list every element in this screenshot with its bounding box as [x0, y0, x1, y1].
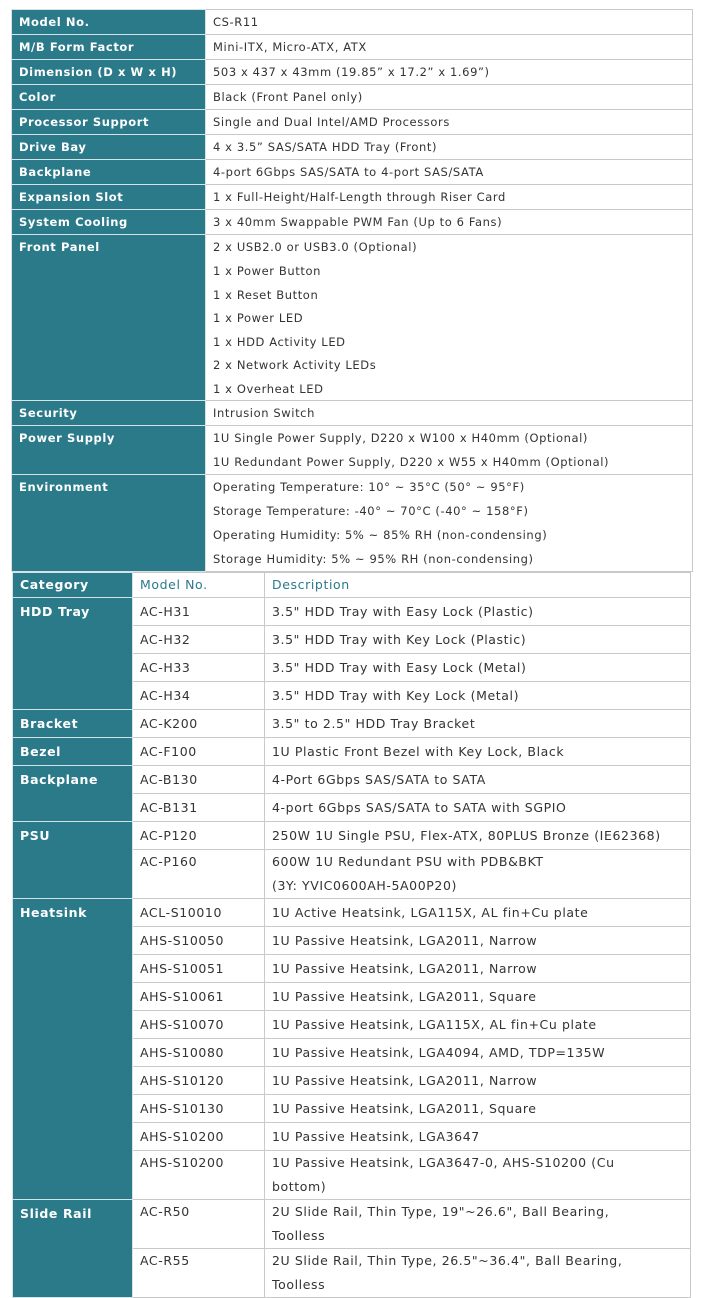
- accessory-description-line: 4-Port 6Gbps SAS/SATA to SATA: [272, 772, 486, 787]
- accessory-description: [265, 955, 691, 983]
- spec-value-line: 1 x HDD Activity LED: [213, 334, 346, 349]
- accessory-description-line: 3.5" HDD Tray with Key Lock (Metal): [272, 688, 520, 703]
- accessory-row: [13, 738, 691, 766]
- spec-value-line: Intrusion Switch: [213, 406, 315, 420]
- accessory-description: [265, 1067, 691, 1095]
- accessory-model: ACL-S10010: [133, 899, 265, 927]
- spec-key: Security: [12, 401, 206, 426]
- accessory-description: [265, 654, 691, 682]
- accessory-row: [13, 598, 691, 626]
- accessory-model: AHS-S10200: [133, 1123, 265, 1151]
- spec-value: [206, 235, 693, 401]
- accessory-category: Bezel: [13, 738, 133, 766]
- accessory-description-line: 1U Passive Heatsink, LGA2011, Narrow: [272, 933, 538, 948]
- accessory-description-line: 2U Slide Rail, Thin Type, 26.5"~36.4", Ball Bearing,: [272, 1253, 623, 1268]
- spec-row: [12, 35, 693, 60]
- accessory-model: AHS-S10051: [133, 955, 265, 983]
- accessory-description-line: 1U Passive Heatsink, LGA2011, Square: [272, 1101, 537, 1116]
- spec-row: [12, 235, 693, 401]
- accessory-model: AC-H32: [133, 626, 265, 654]
- accessory-row: [13, 766, 691, 794]
- accessory-description-line: 1U Passive Heatsink, LGA2011, Narrow: [272, 961, 538, 976]
- accessory-model: AC-R55: [133, 1249, 265, 1298]
- accessory-description-line: 3.5" HDD Tray with Easy Lock (Plastic): [272, 604, 534, 619]
- accessory-description-line: 4-port 6Gbps SAS/SATA to SATA with SGPIO: [272, 800, 567, 815]
- spec-row: [12, 401, 693, 426]
- spec-value-line: 1 x Reset Button: [213, 287, 319, 302]
- spec-value-line: CS-R11: [213, 15, 259, 29]
- accessory-row: [13, 1200, 691, 1249]
- accessory-model: AC-H34: [133, 682, 265, 710]
- accessory-description: [265, 682, 691, 710]
- accessory-model: AC-P160: [133, 850, 265, 899]
- accessory-model: AC-H31: [133, 598, 265, 626]
- spec-key: System Cooling: [12, 210, 206, 235]
- spec-value-line: Storage Temperature: -40° ~ 70°C (-40° ~ 158°F): [213, 504, 529, 518]
- spec-key: Expansion Slot: [12, 185, 206, 210]
- accessory-description: [265, 1095, 691, 1123]
- spec-value-line: 1U Single Power Supply, D220 x W100 x H40mm (Optional): [213, 431, 589, 445]
- spec-row: [12, 135, 693, 160]
- accessory-model: AHS-S10120: [133, 1067, 265, 1095]
- accessory-description-line: 1U Passive Heatsink, LGA2011, Square: [272, 989, 537, 1004]
- spec-value-line: 1 x Full-Height/Half-Length through Riser Card: [213, 190, 506, 204]
- spec-value-line: 1 x Power Button: [213, 264, 321, 278]
- accessory-description-line: bottom): [272, 1179, 327, 1194]
- spec-value: [206, 401, 693, 426]
- accessory-description-line: Toolless: [272, 1228, 326, 1243]
- specification-table: [11, 9, 693, 572]
- spec-value: [206, 110, 693, 135]
- accessory-description: [265, 1249, 691, 1298]
- accessory-description-line: 250W 1U Single PSU, Flex-ATX, 80PLUS Bronze (IE62368): [272, 828, 661, 843]
- spec-key: Color: [12, 85, 206, 110]
- accessory-description-line: 600W 1U Redundant PSU with PDB&BKT: [272, 854, 544, 869]
- spec-value-line: 1U Redundant Power Supply, D220 x W55 x H40mm (Optional): [213, 455, 610, 469]
- accessory-description: [265, 1039, 691, 1067]
- spec-row: [12, 475, 693, 572]
- spec-value-line: 503 x 437 x 43mm (19.85” x 17.2” x 1.69”): [213, 65, 490, 79]
- accessory-category: HDD Tray: [13, 598, 133, 710]
- accessory-description: [265, 927, 691, 955]
- spec-value: [206, 210, 693, 235]
- spec-key: Environment: [12, 475, 206, 572]
- spec-row: [12, 160, 693, 185]
- accessory-description-line: (3Y: YVIC0600AH-5A00P20): [272, 878, 457, 893]
- spec-key: Power Supply: [12, 426, 206, 475]
- accessory-description: [265, 1151, 691, 1200]
- accessories-header-row: [13, 573, 691, 598]
- accessory-model: AHS-S10050: [133, 927, 265, 955]
- accessory-description: [265, 626, 691, 654]
- accessory-category: Slide Rail: [13, 1200, 133, 1298]
- accessory-description-line: Toolless: [272, 1277, 326, 1292]
- accessory-description: [265, 766, 691, 794]
- spec-value-line: 2 x USB2.0 or USB3.0 (Optional): [213, 240, 418, 254]
- accessory-category: Bracket: [13, 710, 133, 738]
- accessory-description-line: 3.5" to 2.5" HDD Tray Bracket: [272, 716, 476, 731]
- spec-value-line: Storage Humidity: 5% ~ 95% RH (non-condensing): [213, 552, 534, 566]
- accessory-description-line: 1U Active Heatsink, LGA115X, AL fin+Cu plate: [272, 905, 589, 920]
- spec-value-line: Mini-ITX, Micro-ATX, ATX: [213, 40, 367, 54]
- accessory-row: [13, 710, 691, 738]
- spec-value: [206, 85, 693, 110]
- accessory-description-line: 1U Passive Heatsink, LGA3647: [272, 1129, 480, 1144]
- accessory-row: [13, 899, 691, 927]
- spec-key: Drive Bay: [12, 135, 206, 160]
- spec-value: [206, 60, 693, 85]
- description-header: Description: [265, 573, 691, 598]
- accessory-description: [265, 850, 691, 899]
- spec-row: [12, 210, 693, 235]
- accessory-description-line: 1U Plastic Front Bezel with Key Lock, Black: [272, 744, 565, 759]
- accessory-category: Heatsink: [13, 899, 133, 1200]
- spec-value-line: 2 x Network Activity LEDs: [213, 358, 377, 372]
- spec-value: [206, 10, 693, 35]
- spec-row: [12, 426, 693, 475]
- accessory-description: [265, 899, 691, 927]
- accessory-description: [265, 1123, 691, 1151]
- accessory-model: AC-R50: [133, 1200, 265, 1249]
- accessory-category: Backplane: [13, 766, 133, 822]
- category-header: Category: [13, 573, 133, 598]
- spec-value: [206, 160, 693, 185]
- accessory-model: AC-H33: [133, 654, 265, 682]
- accessories-table: [12, 572, 691, 1298]
- accessory-model: AHS-S10061: [133, 983, 265, 1011]
- spec-key: M/B Form Factor: [12, 35, 206, 60]
- accessory-description: [265, 822, 691, 850]
- accessory-model: AHS-S10080: [133, 1039, 265, 1067]
- spec-value: [206, 35, 693, 60]
- spec-key: Processor Support: [12, 110, 206, 135]
- spec-value-line: Operating Temperature: 10° ~ 35°C (50° ~ 95°F): [213, 480, 525, 494]
- spec-row: [12, 85, 693, 110]
- accessory-model: AHS-S10130: [133, 1095, 265, 1123]
- spec-value-line: 4-port 6Gbps SAS/SATA to 4-port SAS/SATA: [213, 165, 484, 179]
- spec-value-line: 4 x 3.5” SAS/SATA HDD Tray (Front): [213, 140, 438, 154]
- accessory-description-line: 1U Passive Heatsink, LGA115X, AL fin+Cu plate: [272, 1017, 597, 1032]
- spec-row: [12, 10, 693, 35]
- accessory-description: [265, 983, 691, 1011]
- accessory-description: [265, 794, 691, 822]
- spec-value: [206, 426, 693, 475]
- spec-value-line: 1 x Overheat LED: [213, 381, 324, 396]
- accessory-description: [265, 738, 691, 766]
- accessory-description: [265, 1011, 691, 1039]
- spec-value-line: 3 x 40mm Swappable PWM Fan (Up to 6 Fans): [213, 215, 503, 229]
- accessory-description-line: 1U Passive Heatsink, LGA2011, Narrow: [272, 1073, 538, 1088]
- model-header: Model No.: [133, 573, 265, 598]
- spec-row: [12, 110, 693, 135]
- accessory-description-line: 3.5" HDD Tray with Key Lock (Plastic): [272, 632, 527, 647]
- accessory-description-line: 3.5" HDD Tray with Easy Lock (Metal): [272, 660, 527, 675]
- spec-key: Front Panel: [12, 235, 206, 401]
- spec-row: [12, 60, 693, 85]
- accessory-model: AC-K200: [133, 710, 265, 738]
- accessory-description: [265, 598, 691, 626]
- spec-key: Dimension (D x W x H): [12, 60, 206, 85]
- accessory-model: AC-B131: [133, 794, 265, 822]
- spec-value: [206, 185, 693, 210]
- accessory-row: [13, 822, 691, 850]
- spec-value-line: 1 x Power LED: [213, 311, 304, 325]
- accessory-category: PSU: [13, 822, 133, 899]
- accessory-model: AHS-S10200: [133, 1151, 265, 1200]
- spec-key: Model No.: [12, 10, 206, 35]
- accessory-model: AC-P120: [133, 822, 265, 850]
- accessory-model: AHS-S10070: [133, 1011, 265, 1039]
- accessory-model: AC-B130: [133, 766, 265, 794]
- spec-value: [206, 475, 693, 572]
- spec-value: [206, 135, 693, 160]
- accessory-description: [265, 1200, 691, 1249]
- accessory-description-line: 1U Passive Heatsink, LGA4094, AMD, TDP=135W: [272, 1045, 606, 1060]
- accessory-model: AC-F100: [133, 738, 265, 766]
- accessory-description-line: 2U Slide Rail, Thin Type, 19"~26.6", Ball Bearing,: [272, 1204, 610, 1219]
- accessory-description-line: 1U Passive Heatsink, LGA3647-0, AHS-S10200 (Cu: [272, 1155, 615, 1170]
- spec-value-line: Operating Humidity: 5% ~ 85% RH (non-condensing): [213, 528, 548, 542]
- spec-value-line: Black (Front Panel only): [213, 90, 363, 104]
- spec-value-line: Single and Dual Intel/AMD Processors: [213, 115, 450, 129]
- spec-key: Backplane: [12, 160, 206, 185]
- spec-row: [12, 185, 693, 210]
- accessory-description: [265, 710, 691, 738]
